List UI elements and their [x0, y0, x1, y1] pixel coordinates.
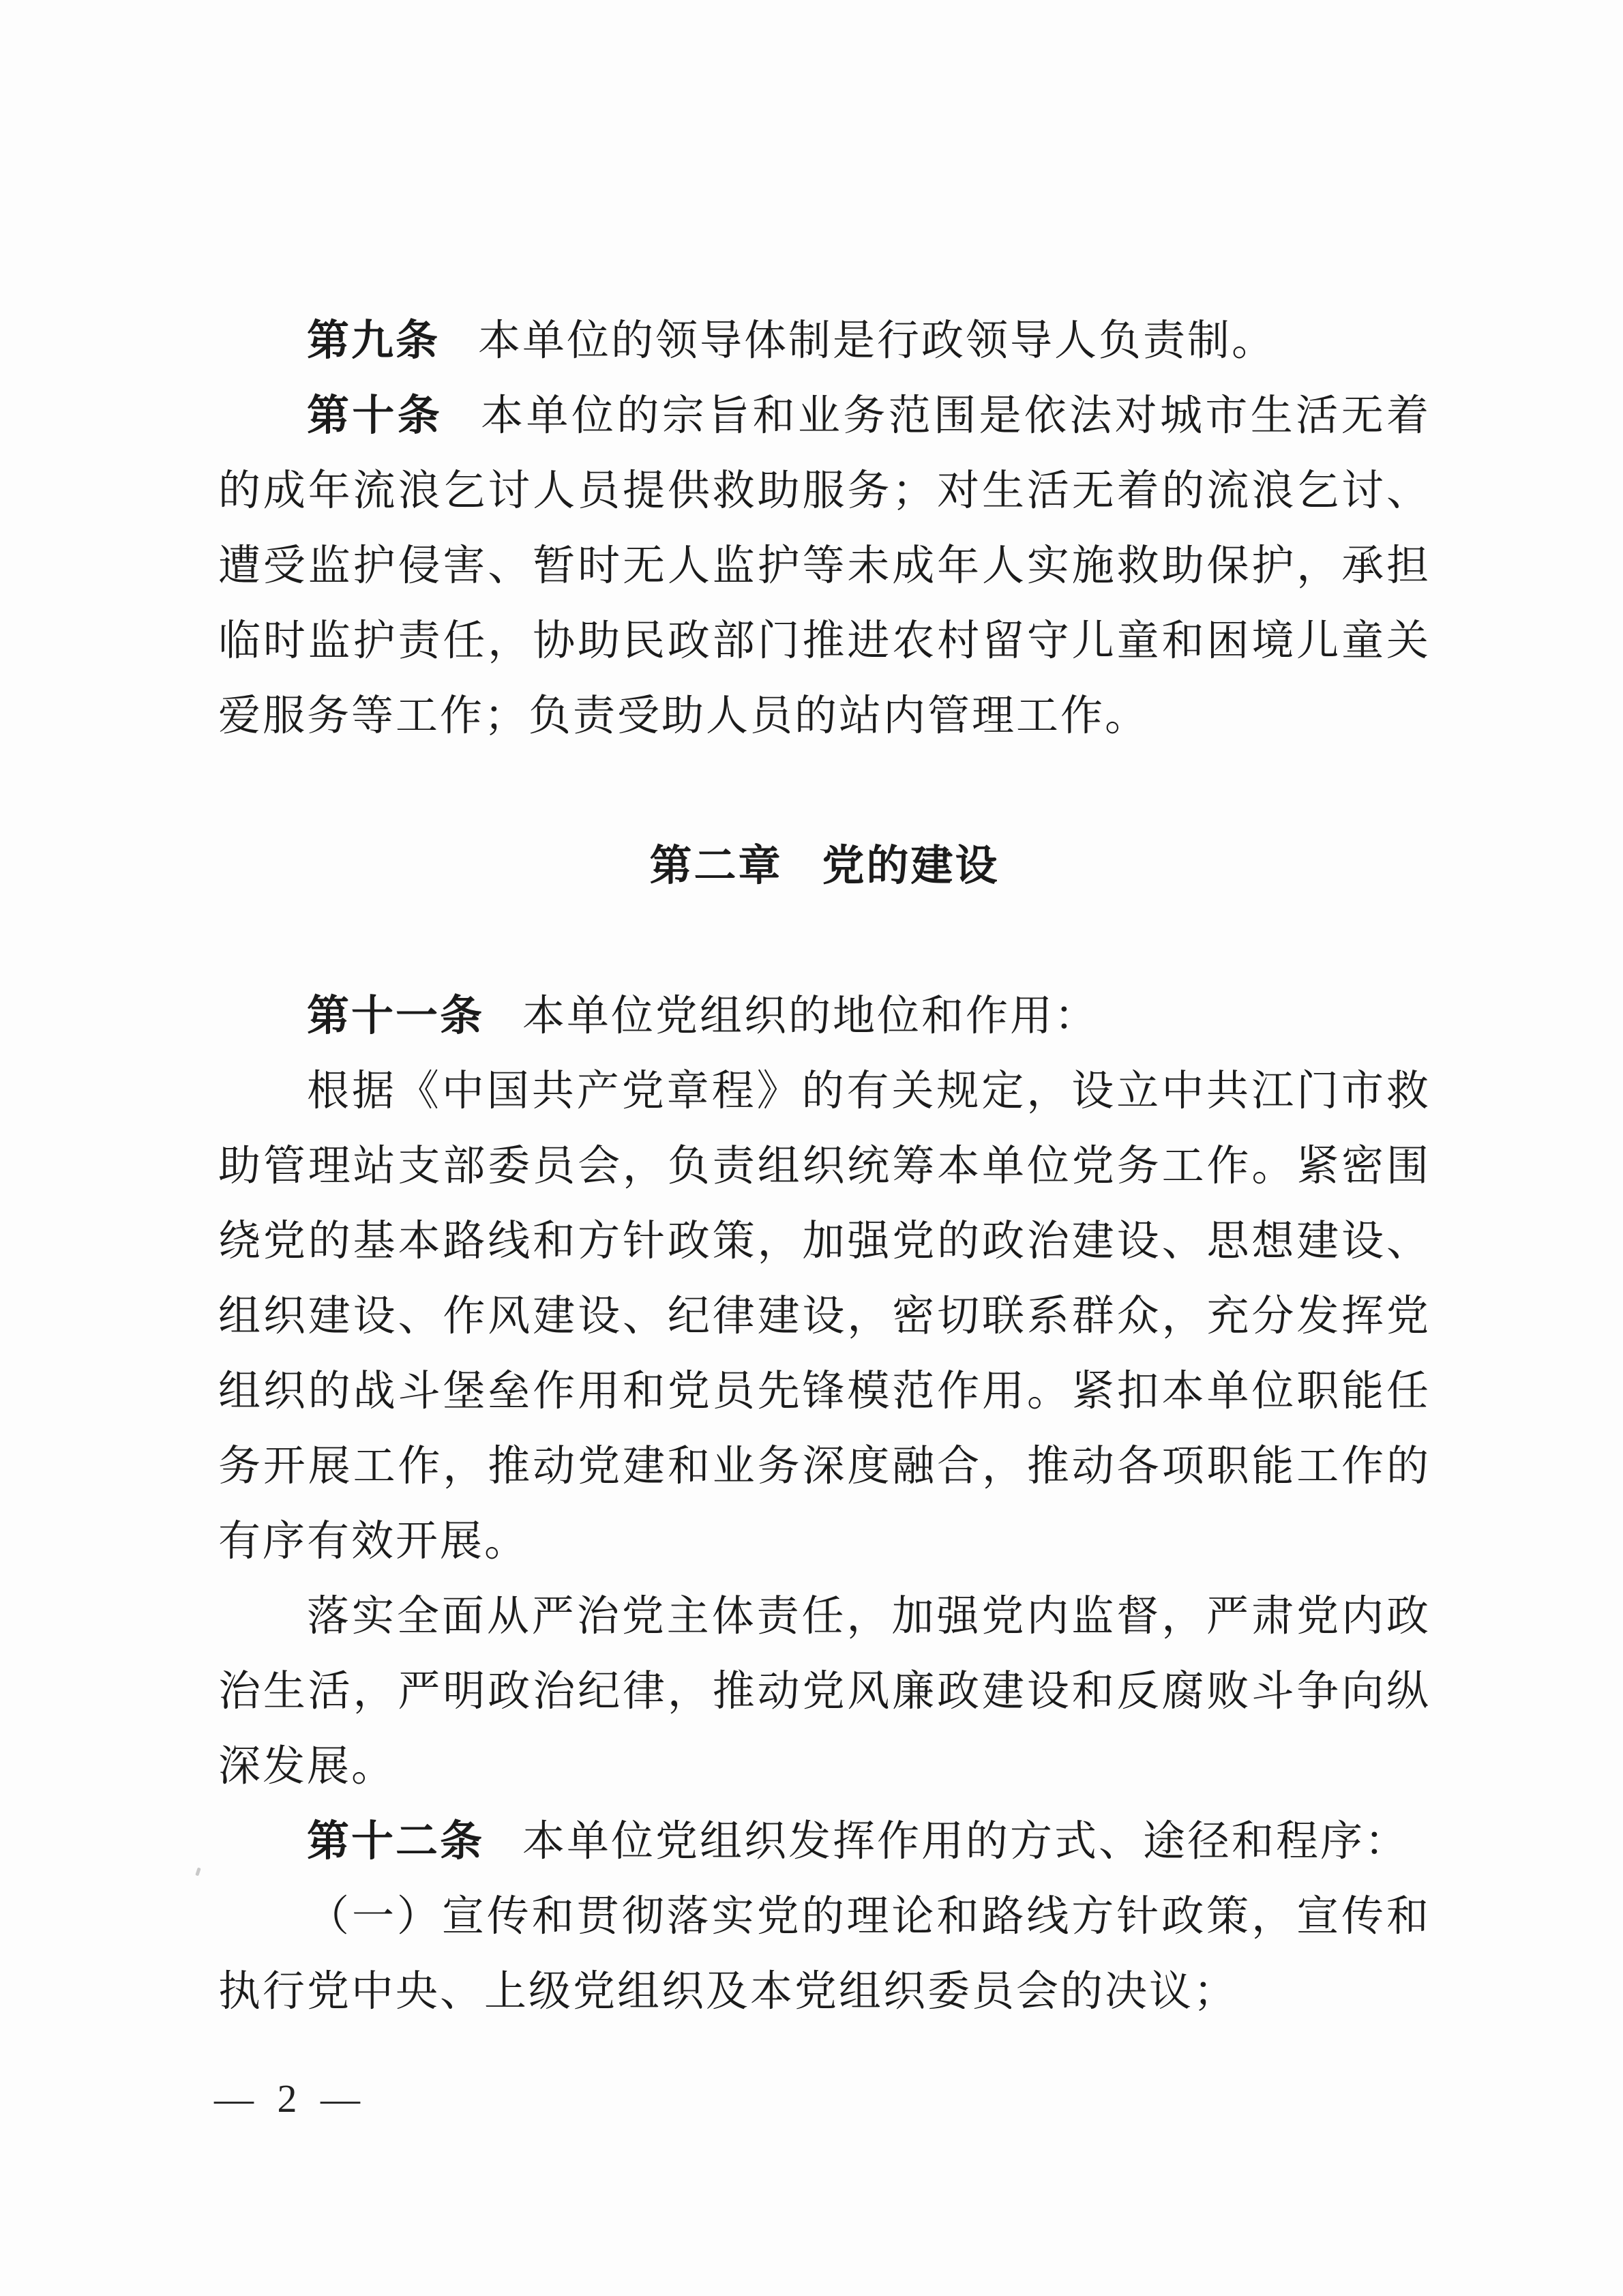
article-10-text: 本单位的宗旨和业务范围是依法对城市生活无着的成年流浪乞讨人员提供救助服务；对生活无着的流浪乞讨、遭受监护侵害、暂时无人监护等未成年人实施救助保护，承担临时监护责任，协助民政部门推进农村留守儿童和困境儿童关爱服务等工作；负责受助人员的站内管理工作。	[218, 393, 1431, 739]
article-12-item-1: （一）宣传和贯彻落实党的理论和路线方针政策，宣传和执行党中央、上级党组织及本党组织委员会的决议；	[218, 1894, 1431, 2015]
chapter-2-number: 第二章	[649, 843, 783, 889]
scan-artifact	[195, 1868, 200, 1876]
article-11-paragraph-2: 落实全面从严治党主体责任，加强党内监督，严肃党内政治生活，严明政治纪律，推动党风廉政建设和反腐败斗争向纵深发展。	[218, 1593, 1431, 1790]
chapter-2-heading	[218, 829, 1431, 904]
article-11-text: 本单位党组织的地位和作用：	[522, 993, 1099, 1040]
article-10	[218, 379, 1431, 754]
article-12-text: 本单位党组织发挥作用的方式、途径和程序：	[522, 1819, 1410, 1865]
article-12	[218, 1804, 1431, 1879]
document-body	[218, 304, 1431, 2029]
chapter-2-title: 党的建设	[822, 843, 1000, 889]
page-number: — 2 —	[214, 2076, 367, 2121]
article-9-text: 本单位的领导体制是行政领导人负责制。	[478, 318, 1277, 364]
article-11	[218, 979, 1431, 1054]
article-9	[218, 304, 1431, 379]
article-12-label: 第十二条	[307, 1819, 485, 1865]
article-11-paragraph-1: 根据《中国共产党章程》的有关规定，设立中共江门市救助管理站支部委员会，负责组织统筹本单位党务工作。紧密围绕党的基本路线和方针政策，加强党的政治建设、思想建设、组织建设、作风建设、纪律建设，密切联系群众，充分发挥党组织的战斗堡垒作用和党员先锋模范作用。紧扣本单位职能任务开展工作，推动党建和业务深度融合，推动各项职能工作的有序有效开展。	[218, 1068, 1431, 1565]
article-9-label: 第九条	[307, 318, 441, 364]
article-11-label: 第十一条	[307, 993, 485, 1040]
article-10-label: 第十条	[307, 393, 443, 439]
